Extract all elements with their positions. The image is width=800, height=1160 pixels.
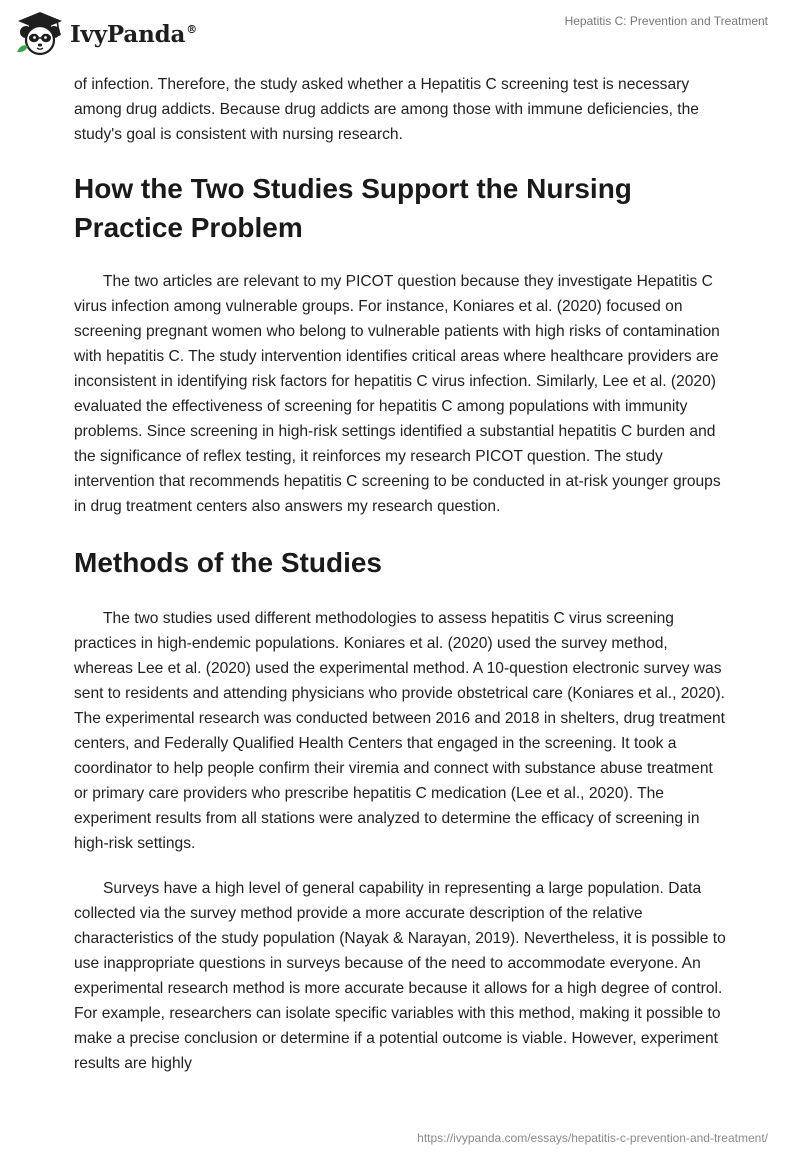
- page-header: [0, 0, 800, 70]
- section-paragraph-studies-support: The two articles are relevant to my PICOT question because they investigate Hepatitis C virus infection among vulnerable groups. For instance, Koniares et al. (2020) focused on screening pregnant women who belong to vulnerable patients with high risks of contamination with hepatitis C. The study intervention identifies critical areas where healthcare providers are inconsistent in identifying risk factors for hepatitis C virus infection. Similarly, Lee et al. (2020) evaluated the effectiveness of screening for hepatitis C among populations with immunity problems. Since screening in high-risk settings identified a substantial hepatitis C burden and the significance of reflex testing, it reinforces my research PICOT question. The study intervention that recommends hepatitis C screening to be conducted in at-risk younger groups in drug treatment centers also answers my research question.: [74, 273, 721, 515]
- section-heading-methods: Methods of the Studies: [74, 547, 382, 578]
- source-url-link[interactable]: https://ivypanda.com/essays/hepatitis-c-prevention-and-treatment/: [417, 1131, 768, 1145]
- section-paragraph-methods-1: The two studies used different methodologies to assess hepatitis C virus screening practices in high-endemic populations. Koniares et al. (2020) used the survey method, whereas Lee et al. (2020) used the experimental method. A 10-question electronic survey was sent to residents and attending physicians who provide obstetrical care (Koniares et al., 2020). The experimental research was conducted between 2016 and 2018 in shelters, drug treatment centers, and Federally Qualified Health Centers that engaged in the screening. It took a coordinator to help people confirm their viremia and connect with substance abuse treatment or primary care providers who prescribe hepatitis C medication (Lee et al., 2020). The experiment results from all stations were analyzed to determine the efficacy of screening in high-risk settings.: [74, 610, 726, 852]
- section-paragraph-methods-2: Surveys have a high level of general capability in representing a large population. Data collected via the survey method provide a more accurate description of the relative characteristics of the study population (Nayak & Narayan, 2019). Nevertheless, it is possible to use inappropriate questions in surveys because of the need to accommodate everyone. An experimental research method is more accurate because it allows for a high degree of control. For example, researchers can isolate specific variables with this method, making it possible to make a precise conclusion or determine if a potential outcome is viable. However, experiment results are highly: [74, 880, 726, 1072]
- registered-mark: ®: [186, 22, 197, 36]
- intro-paragraph: of infection. Therefore, the study asked whether a Hepatitis C screening test is necessary among drug addicts. Because drug addicts are among those with immune deficiencies, the study's goal is consistent with nursing research.: [74, 76, 699, 143]
- panda-logo-icon: [14, 8, 66, 60]
- section-heading-studies-support: How the Two Studies Support the Nursing Practice Problem: [74, 173, 632, 243]
- essay-body: [74, 72, 728, 1076]
- brand-logo[interactable]: [14, 8, 197, 60]
- brand-name: IvyPanda®: [70, 20, 197, 48]
- document-title: Hepatitis C: Prevention and Treatment: [564, 14, 768, 28]
